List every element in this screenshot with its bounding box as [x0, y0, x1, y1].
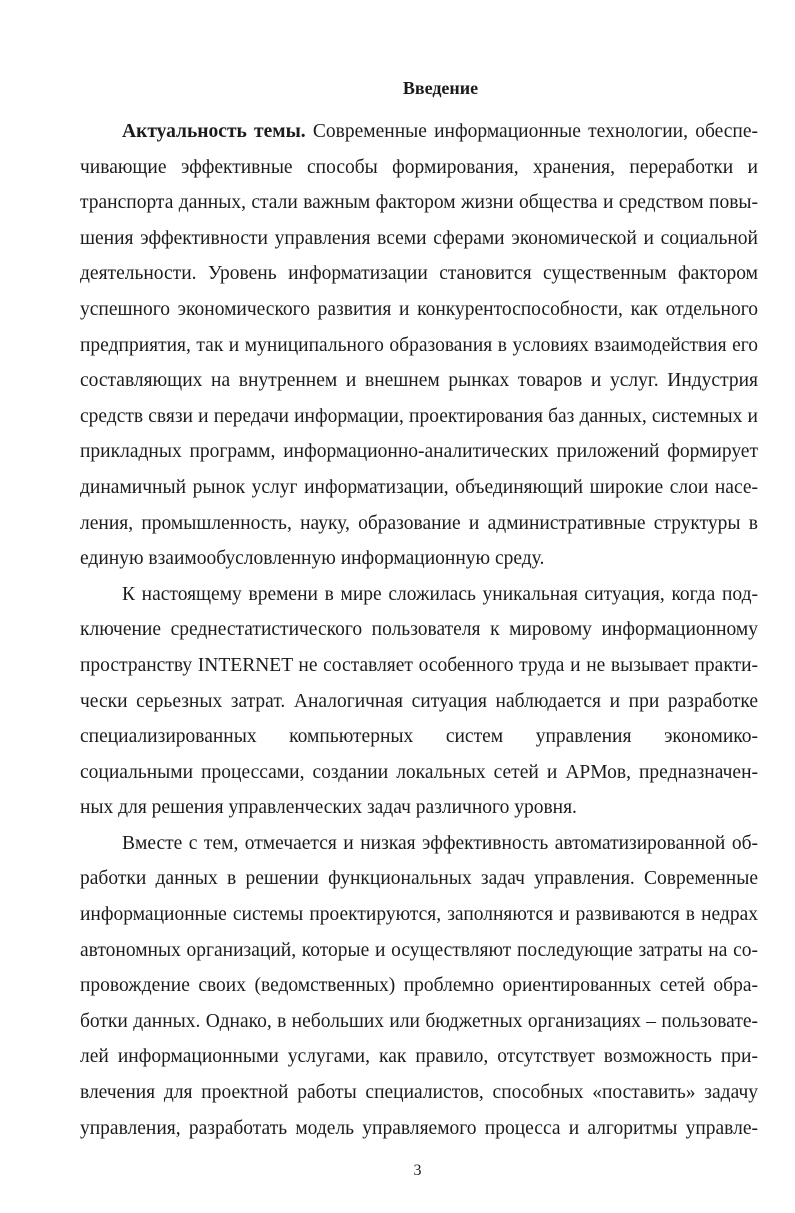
text-line: К настоящему времени в мире сложилась уникальная ситуация, когда под- — [122, 583, 758, 605]
text-line: средств связи и передачи информации, проектирования баз данных, системных и — [80, 405, 758, 427]
text-line: влечения для проектной работы специалистов, способных «поставить» задачу — [80, 1082, 758, 1104]
text-line: лей информационными услугами, как правило, отсутствует возможность при- — [80, 1046, 758, 1068]
text-line: провождение своих (ведомственных) проблемно ориентированных сетей обра- — [80, 975, 758, 997]
text-line: ных для решения управленческих задач различного уровня. — [80, 797, 577, 819]
text-line-rest: Современные информационные технологии, обеспе- — [305, 121, 759, 142]
paragraph-internet-situation — [80, 577, 758, 826]
text-line: транспорта данных, стали важным фактором жизни общества и средством повы- — [80, 192, 758, 214]
text-line: чески серьезных затрат. Аналогичная ситуация наблюдается и при разработке — [80, 690, 758, 712]
lead-term: Актуальность темы. — [122, 121, 306, 142]
text-line — [80, 114, 758, 150]
section-title: Введение — [402, 78, 479, 98]
text-line: пространству INTERNET не составляет особенного труда и не вызывает практи- — [80, 654, 758, 676]
text-line: чивающие эффективные способы формирования, хранения, переработки и — [80, 156, 758, 178]
text-line: работки данных в решении функциональных задач управления. Современные — [80, 868, 758, 890]
text-line: шения эффективности управления всеми сферами экономической и социальной — [80, 227, 758, 249]
text-line: ления, промышленность, науку, образование и административные структуры в — [80, 512, 758, 534]
text-line: динамичный рынок услуг информатизации, объединяющий широкие слои насе- — [80, 476, 758, 498]
text-line: ключение среднестатистического пользователя к мировому информационному — [80, 619, 758, 641]
paragraph-relevance — [80, 114, 758, 577]
text-line: единую взаимообусловленную информационную среду. — [80, 548, 545, 570]
text-line: управления, разработать модель управляемого процесса и алгоритмы управле- — [80, 1117, 758, 1139]
body-text — [80, 114, 758, 1146]
text-line: прикладных программ, информационно-аналитических приложений формирует — [80, 441, 758, 463]
text-line: информационные системы проектируются, заполняются и развиваются в недрах — [80, 904, 758, 926]
text-line: автономных организаций, которые и осуществляют последующие затраты на со- — [80, 939, 758, 961]
paragraph-low-efficiency — [80, 826, 758, 1146]
text-line: успешного экономического развития и конкурентоспособности, как отдельного — [80, 298, 758, 320]
text-line: составляющих на внутреннем и внешнем рынках товаров и услуг. Индустрия — [80, 370, 758, 392]
text-line: социальными процессами, создании локальных сетей и АРМов, предназначен- — [80, 761, 758, 783]
text-line: специализированных компьютерных систем управления экономико- — [80, 726, 758, 748]
text-line: предприятия, так и муниципального образования в условиях взаимодействия его — [80, 334, 758, 356]
text-line: деятельности. Уровень информатизации становится существенным фактором — [80, 263, 758, 285]
text-line: Вместе с тем, отмечается и низкая эффективность автоматизированной об- — [122, 832, 758, 854]
page-number: 3 — [413, 1162, 422, 1179]
text-line: ботки данных. Однако, в небольших или бюджетных организациях – пользовате- — [80, 1010, 758, 1032]
